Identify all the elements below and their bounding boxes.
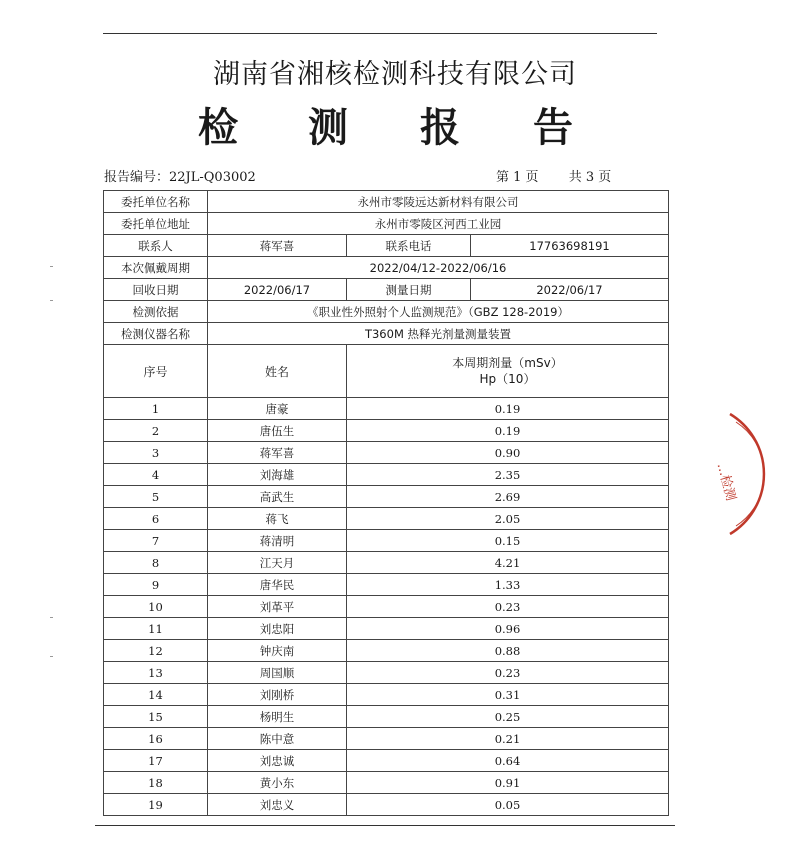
margin-mark	[50, 617, 53, 618]
row-name: 刘忠义	[208, 794, 347, 816]
row-seq: 3	[104, 442, 208, 464]
margin-mark	[50, 300, 53, 301]
row-seq: 15	[104, 706, 208, 728]
row-name: 黄小东	[208, 772, 347, 794]
row-seq: 18	[104, 772, 208, 794]
table-row	[104, 442, 669, 464]
row-name: 刘革平	[208, 596, 347, 618]
row-seq: 19	[104, 794, 208, 816]
row-dose: 4.21	[347, 552, 669, 574]
row-seq: 6	[104, 508, 208, 530]
page-current: 第 1 页	[496, 170, 539, 185]
client-name: 永州市零陵远达新材料有限公司	[208, 191, 669, 213]
official-seal	[700, 404, 780, 544]
title-char: 告	[533, 104, 573, 151]
instrument: T360M 热释光剂量测量装置	[208, 323, 669, 345]
table-row	[104, 684, 669, 706]
row-name: 唐华民	[208, 574, 347, 596]
table-row	[104, 420, 669, 442]
row-name: 周国顺	[208, 662, 347, 684]
row-dose: 0.23	[347, 662, 669, 684]
company-name: 湖南省湘核检测科技有限公司	[213, 59, 577, 90]
row-seq: 9	[104, 574, 208, 596]
table-row	[104, 574, 669, 596]
row-seq: 1	[104, 398, 208, 420]
row-name: 高武生	[208, 486, 347, 508]
page-indicator	[496, 166, 615, 185]
col-dose-header	[347, 345, 669, 398]
dose-header-line2: Hp（10）	[479, 372, 536, 386]
measure-label: 测量日期	[347, 279, 471, 301]
table-row	[104, 530, 669, 552]
title-char: 报	[420, 104, 460, 151]
footer-rule	[95, 825, 675, 826]
period: 2022/04/12-2022/06/16	[208, 257, 669, 279]
table-row	[104, 618, 669, 640]
period-label: 本次佩戴周期	[104, 257, 208, 279]
row-seq: 17	[104, 750, 208, 772]
table-row	[104, 794, 669, 816]
row-dose: 0.05	[347, 794, 669, 816]
report-title	[0, 96, 790, 151]
basis-label: 检测依据	[104, 301, 208, 323]
table-row	[104, 640, 669, 662]
instrument-label: 检测仪器名称	[104, 323, 208, 345]
dose-rows	[104, 398, 669, 816]
table-row	[104, 508, 669, 530]
table-row	[104, 596, 669, 618]
row-name: 唐豪	[208, 398, 347, 420]
row-name: 刘海雄	[208, 464, 347, 486]
row-name: 蒋军喜	[208, 442, 347, 464]
seal-text: ...检测	[713, 461, 738, 503]
row-dose: 0.64	[347, 750, 669, 772]
table-row	[104, 750, 669, 772]
header-rule	[103, 33, 657, 34]
row-name: 蒋飞	[208, 508, 347, 530]
row-dose: 0.91	[347, 772, 669, 794]
row-name: 江天月	[208, 552, 347, 574]
client-addr-label: 委托单位地址	[104, 213, 208, 235]
recv-date: 2022/06/17	[208, 279, 347, 301]
row-dose: 1.33	[347, 574, 669, 596]
client-addr: 永州市零陵区河西工业园	[208, 213, 669, 235]
row-dose: 0.15	[347, 530, 669, 552]
row-seq: 12	[104, 640, 208, 662]
dose-header-line1: 本周期剂量（mSv）	[452, 356, 563, 370]
report-number: 报告编号：22JL-Q03002	[104, 170, 256, 185]
table-row	[104, 486, 669, 508]
row-dose: 0.96	[347, 618, 669, 640]
row-seq: 5	[104, 486, 208, 508]
recv-label: 回收日期	[104, 279, 208, 301]
table-row	[104, 728, 669, 750]
basis: 《职业性外照射个人监测规范》（GBZ 128-2019）	[208, 301, 669, 323]
table-row	[104, 398, 669, 420]
table-row	[104, 662, 669, 684]
row-seq: 16	[104, 728, 208, 750]
row-seq: 11	[104, 618, 208, 640]
col-name-header: 姓名	[208, 345, 347, 398]
row-seq: 2	[104, 420, 208, 442]
title-char: 检	[198, 104, 238, 151]
row-dose: 2.05	[347, 508, 669, 530]
phone-label: 联系电话	[347, 235, 471, 257]
row-name: 刘刚桥	[208, 684, 347, 706]
row-dose: 0.19	[347, 420, 669, 442]
row-dose: 0.25	[347, 706, 669, 728]
row-seq: 8	[104, 552, 208, 574]
row-seq: 4	[104, 464, 208, 486]
col-seq-header: 序号	[104, 345, 208, 398]
row-dose: 0.88	[347, 640, 669, 662]
table-row	[104, 464, 669, 486]
client-name-label: 委托单位名称	[104, 191, 208, 213]
row-seq: 10	[104, 596, 208, 618]
row-dose: 0.21	[347, 728, 669, 750]
row-dose: 0.19	[347, 398, 669, 420]
margin-mark	[50, 266, 53, 267]
table-row	[104, 552, 669, 574]
title-char: 测	[308, 104, 348, 151]
table-row	[104, 706, 669, 728]
row-seq: 14	[104, 684, 208, 706]
row-dose: 0.31	[347, 684, 669, 706]
contact-label: 联系人	[104, 235, 208, 257]
contact: 蒋军喜	[208, 235, 347, 257]
row-dose: 2.69	[347, 486, 669, 508]
row-seq: 13	[104, 662, 208, 684]
table-row	[104, 772, 669, 794]
measure-date: 2022/06/17	[471, 279, 669, 301]
phone: 17763698191	[471, 235, 669, 257]
row-dose: 0.23	[347, 596, 669, 618]
page-total: 共 3 页	[568, 170, 612, 185]
row-name: 杨明生	[208, 706, 347, 728]
row-name: 陈中意	[208, 728, 347, 750]
row-name: 刘忠诚	[208, 750, 347, 772]
row-name: 唐伍生	[208, 420, 347, 442]
row-name: 刘忠阳	[208, 618, 347, 640]
row-seq: 7	[104, 530, 208, 552]
margin-mark	[50, 656, 53, 657]
row-name: 钟庆南	[208, 640, 347, 662]
row-dose: 2.35	[347, 464, 669, 486]
row-dose: 0.90	[347, 442, 669, 464]
report-table	[103, 190, 669, 816]
row-name: 蒋清明	[208, 530, 347, 552]
